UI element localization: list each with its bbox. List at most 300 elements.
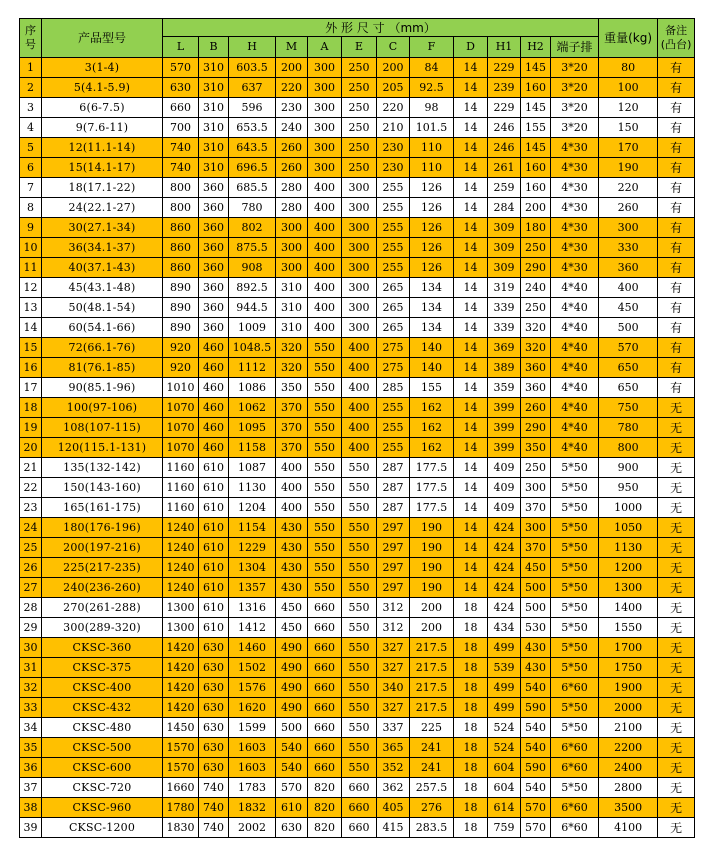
remark-cell: 有 xyxy=(658,198,695,218)
dim-c-cell: 210 xyxy=(377,118,410,138)
dim-e-cell: 300 xyxy=(342,278,377,298)
remark-cell: 有 xyxy=(658,158,695,178)
dim-h-cell: 1009 xyxy=(229,318,276,338)
weight-cell: 570 xyxy=(599,338,658,358)
dim-a-cell: 550 xyxy=(308,518,342,538)
dim-a-cell: 660 xyxy=(308,718,342,738)
row-number-cell: 6 xyxy=(20,158,42,178)
dim-h2-cell: 540 xyxy=(521,738,551,758)
dim-h-cell: 1603 xyxy=(229,758,276,778)
dim-e-cell: 550 xyxy=(342,498,377,518)
dim-c-cell: 287 xyxy=(377,458,410,478)
dim-m-cell: 220 xyxy=(276,78,308,98)
dim-l-cell: 920 xyxy=(163,358,199,378)
dim-e-cell: 400 xyxy=(342,398,377,418)
dim-b-cell: 610 xyxy=(199,578,229,598)
dim-d-cell: 14 xyxy=(454,358,488,378)
row-number-cell: 8 xyxy=(20,198,42,218)
dim-m-cell: 310 xyxy=(276,278,308,298)
row-number-cell: 26 xyxy=(20,558,42,578)
dim-b-cell: 460 xyxy=(199,378,229,398)
dim-h2-cell: 590 xyxy=(521,758,551,778)
weight-cell: 170 xyxy=(599,138,658,158)
dim-e-cell: 550 xyxy=(342,458,377,478)
dim-d-cell: 18 xyxy=(454,718,488,738)
terminal-block-cell: 5*50 xyxy=(551,658,599,678)
row-number-cell: 13 xyxy=(20,298,42,318)
dim-d-cell: 14 xyxy=(454,118,488,138)
product-model-cell: CKSC-1200 xyxy=(42,818,163,838)
dim-f-cell: 190 xyxy=(410,558,454,578)
dim-h-cell: 1112 xyxy=(229,358,276,378)
header-remark-label: 备注(凸台) xyxy=(660,23,692,51)
dim-c-cell: 230 xyxy=(377,138,410,158)
remark-cell: 有 xyxy=(658,58,695,78)
terminal-block-cell: 3*20 xyxy=(551,78,599,98)
terminal-block-cell: 5*50 xyxy=(551,558,599,578)
dim-a-cell: 660 xyxy=(308,638,342,658)
dim-h-cell: 637 xyxy=(229,78,276,98)
dim-e-cell: 300 xyxy=(342,198,377,218)
header-seq-label: 序号 xyxy=(25,23,36,51)
dim-f-cell: 276 xyxy=(410,798,454,818)
dim-h1-cell: 499 xyxy=(488,638,521,658)
dim-h2-cell: 540 xyxy=(521,678,551,698)
dim-h1-cell: 424 xyxy=(488,578,521,598)
dim-m-cell: 260 xyxy=(276,138,308,158)
dim-e-cell: 400 xyxy=(342,438,377,458)
row-number-cell: 9 xyxy=(20,218,42,238)
dim-f-cell: 98 xyxy=(410,98,454,118)
dim-c-cell: 205 xyxy=(377,78,410,98)
dim-b-cell: 610 xyxy=(199,518,229,538)
dim-h2-cell: 370 xyxy=(521,498,551,518)
weight-cell: 650 xyxy=(599,378,658,398)
dim-f-cell: 257.5 xyxy=(410,778,454,798)
product-model-cell: 300(289-320) xyxy=(42,618,163,638)
table-row xyxy=(20,658,695,678)
dim-h1-cell: 524 xyxy=(488,718,521,738)
remark-cell: 有 xyxy=(658,318,695,338)
remark-cell: 有 xyxy=(658,338,695,358)
remark-cell: 无 xyxy=(658,658,695,678)
dim-h2-cell: 430 xyxy=(521,638,551,658)
header-col-f: F xyxy=(410,37,454,58)
dim-h-cell: 875.5 xyxy=(229,238,276,258)
dim-m-cell: 490 xyxy=(276,638,308,658)
product-model-cell: 24(22.1-27) xyxy=(42,198,163,218)
dim-h1-cell: 229 xyxy=(488,98,521,118)
dim-h-cell: 1086 xyxy=(229,378,276,398)
dim-h1-cell: 539 xyxy=(488,658,521,678)
dim-l-cell: 1570 xyxy=(163,758,199,778)
table-row xyxy=(20,678,695,698)
weight-cell: 100 xyxy=(599,78,658,98)
dim-e-cell: 300 xyxy=(342,318,377,338)
dim-h1-cell: 246 xyxy=(488,118,521,138)
dim-h1-cell: 604 xyxy=(488,758,521,778)
row-number-cell: 7 xyxy=(20,178,42,198)
weight-cell: 900 xyxy=(599,458,658,478)
dim-f-cell: 241 xyxy=(410,758,454,778)
terminal-block-cell: 4*40 xyxy=(551,418,599,438)
product-model-cell: 72(66.1-76) xyxy=(42,338,163,358)
table-row xyxy=(20,378,695,398)
dim-m-cell: 630 xyxy=(276,818,308,838)
dim-h-cell: 944.5 xyxy=(229,298,276,318)
product-model-cell: 150(143-160) xyxy=(42,478,163,498)
dim-h2-cell: 250 xyxy=(521,458,551,478)
row-number-cell: 10 xyxy=(20,238,42,258)
dim-d-cell: 18 xyxy=(454,598,488,618)
dim-m-cell: 430 xyxy=(276,518,308,538)
table-row xyxy=(20,778,695,798)
dim-b-cell: 460 xyxy=(199,338,229,358)
dim-d-cell: 14 xyxy=(454,58,488,78)
table-row xyxy=(20,578,695,598)
dim-d-cell: 14 xyxy=(454,378,488,398)
weight-cell: 2800 xyxy=(599,778,658,798)
dim-f-cell: 190 xyxy=(410,538,454,558)
table-row xyxy=(20,178,695,198)
product-model-cell: 15(14.1-17) xyxy=(42,158,163,178)
dim-d-cell: 14 xyxy=(454,478,488,498)
dim-h-cell: 1357 xyxy=(229,578,276,598)
dim-f-cell: 217.5 xyxy=(410,678,454,698)
header-col-m: M xyxy=(276,37,308,58)
weight-cell: 80 xyxy=(599,58,658,78)
header-dims-group: 外 形 尺 寸 （mm） xyxy=(163,19,599,37)
dim-h2-cell: 370 xyxy=(521,538,551,558)
weight-cell: 3500 xyxy=(599,798,658,818)
dim-f-cell: 283.5 xyxy=(410,818,454,838)
dim-h2-cell: 320 xyxy=(521,338,551,358)
table-row xyxy=(20,418,695,438)
dim-c-cell: 362 xyxy=(377,778,410,798)
product-model-cell: 60(54.1-66) xyxy=(42,318,163,338)
table-row xyxy=(20,298,695,318)
dim-e-cell: 550 xyxy=(342,758,377,778)
product-model-cell: 40(37.1-43) xyxy=(42,258,163,278)
dim-a-cell: 550 xyxy=(308,338,342,358)
row-number-cell: 30 xyxy=(20,638,42,658)
dim-a-cell: 660 xyxy=(308,738,342,758)
remark-cell: 有 xyxy=(658,98,695,118)
table-row xyxy=(20,358,695,378)
dim-h-cell: 1783 xyxy=(229,778,276,798)
terminal-block-cell: 5*50 xyxy=(551,458,599,478)
dim-d-cell: 14 xyxy=(454,398,488,418)
dim-h1-cell: 424 xyxy=(488,558,521,578)
dim-e-cell: 400 xyxy=(342,358,377,378)
dim-d-cell: 18 xyxy=(454,778,488,798)
dim-f-cell: 126 xyxy=(410,238,454,258)
dim-h2-cell: 570 xyxy=(521,818,551,838)
row-number-cell: 37 xyxy=(20,778,42,798)
dim-h-cell: 1502 xyxy=(229,658,276,678)
dim-l-cell: 1300 xyxy=(163,618,199,638)
dim-m-cell: 400 xyxy=(276,478,308,498)
product-model-cell: 165(161-175) xyxy=(42,498,163,518)
row-number-cell: 24 xyxy=(20,518,42,538)
terminal-block-cell: 4*40 xyxy=(551,358,599,378)
terminal-block-cell: 4*40 xyxy=(551,398,599,418)
dim-d-cell: 14 xyxy=(454,538,488,558)
dim-l-cell: 740 xyxy=(163,158,199,178)
dim-a-cell: 400 xyxy=(308,278,342,298)
dim-c-cell: 275 xyxy=(377,358,410,378)
dim-b-cell: 740 xyxy=(199,818,229,838)
dim-f-cell: 200 xyxy=(410,598,454,618)
dim-d-cell: 14 xyxy=(454,258,488,278)
product-model-cell: 90(85.1-96) xyxy=(42,378,163,398)
dim-f-cell: 126 xyxy=(410,198,454,218)
weight-cell: 500 xyxy=(599,318,658,338)
dim-d-cell: 14 xyxy=(454,218,488,238)
dim-m-cell: 310 xyxy=(276,318,308,338)
remark-cell: 无 xyxy=(658,618,695,638)
dim-l-cell: 860 xyxy=(163,258,199,278)
dim-h2-cell: 200 xyxy=(521,198,551,218)
dim-d-cell: 14 xyxy=(454,138,488,158)
dim-h2-cell: 180 xyxy=(521,218,551,238)
dim-b-cell: 310 xyxy=(199,58,229,78)
dim-e-cell: 250 xyxy=(342,98,377,118)
remark-cell: 有 xyxy=(658,258,695,278)
table-row xyxy=(20,718,695,738)
table-row xyxy=(20,818,695,838)
dim-m-cell: 400 xyxy=(276,498,308,518)
dim-f-cell: 155 xyxy=(410,378,454,398)
dim-a-cell: 300 xyxy=(308,78,342,98)
dim-e-cell: 300 xyxy=(342,298,377,318)
dim-c-cell: 297 xyxy=(377,558,410,578)
dim-h2-cell: 320 xyxy=(521,318,551,338)
dim-f-cell: 162 xyxy=(410,398,454,418)
dim-h-cell: 2002 xyxy=(229,818,276,838)
dim-d-cell: 14 xyxy=(454,458,488,478)
row-number-cell: 31 xyxy=(20,658,42,678)
terminal-block-cell: 3*20 xyxy=(551,58,599,78)
dim-a-cell: 660 xyxy=(308,598,342,618)
dim-h1-cell: 246 xyxy=(488,138,521,158)
product-model-cell: 240(236-260) xyxy=(42,578,163,598)
dim-e-cell: 550 xyxy=(342,718,377,738)
dim-h-cell: 1576 xyxy=(229,678,276,698)
product-model-cell: 6(6-7.5) xyxy=(42,98,163,118)
dim-d-cell: 14 xyxy=(454,78,488,98)
dim-e-cell: 300 xyxy=(342,178,377,198)
dim-h2-cell: 160 xyxy=(521,158,551,178)
dim-b-cell: 310 xyxy=(199,158,229,178)
dim-c-cell: 275 xyxy=(377,338,410,358)
row-number-cell: 11 xyxy=(20,258,42,278)
dim-c-cell: 287 xyxy=(377,498,410,518)
dim-h2-cell: 260 xyxy=(521,398,551,418)
product-model-cell: CKSC-360 xyxy=(42,638,163,658)
dim-l-cell: 1300 xyxy=(163,598,199,618)
spec-table-container xyxy=(19,18,695,838)
dim-f-cell: 177.5 xyxy=(410,478,454,498)
dim-f-cell: 241 xyxy=(410,738,454,758)
dim-b-cell: 310 xyxy=(199,98,229,118)
dim-h2-cell: 450 xyxy=(521,558,551,578)
dim-h-cell: 1130 xyxy=(229,478,276,498)
dim-c-cell: 255 xyxy=(377,258,410,278)
dim-l-cell: 1240 xyxy=(163,518,199,538)
dim-b-cell: 630 xyxy=(199,638,229,658)
dim-h1-cell: 339 xyxy=(488,318,521,338)
dim-e-cell: 400 xyxy=(342,378,377,398)
dim-h-cell: 1316 xyxy=(229,598,276,618)
dim-b-cell: 460 xyxy=(199,398,229,418)
dim-m-cell: 450 xyxy=(276,598,308,618)
dim-h2-cell: 240 xyxy=(521,278,551,298)
dim-h-cell: 1460 xyxy=(229,638,276,658)
weight-cell: 1200 xyxy=(599,558,658,578)
row-number-cell: 22 xyxy=(20,478,42,498)
weight-cell: 300 xyxy=(599,218,658,238)
dim-h1-cell: 604 xyxy=(488,778,521,798)
table-row xyxy=(20,278,695,298)
dim-h-cell: 696.5 xyxy=(229,158,276,178)
dim-h2-cell: 300 xyxy=(521,518,551,538)
dim-f-cell: 126 xyxy=(410,178,454,198)
dim-f-cell: 190 xyxy=(410,578,454,598)
dim-c-cell: 297 xyxy=(377,518,410,538)
header-col-b: B xyxy=(199,37,229,58)
dim-m-cell: 370 xyxy=(276,398,308,418)
dim-h-cell: 1062 xyxy=(229,398,276,418)
weight-cell: 150 xyxy=(599,118,658,138)
dim-e-cell: 550 xyxy=(342,578,377,598)
dim-a-cell: 550 xyxy=(308,378,342,398)
weight-cell: 1550 xyxy=(599,618,658,638)
dim-h-cell: 653.5 xyxy=(229,118,276,138)
dim-e-cell: 550 xyxy=(342,698,377,718)
dim-l-cell: 740 xyxy=(163,138,199,158)
dim-c-cell: 255 xyxy=(377,198,410,218)
transformer-spec-table xyxy=(19,18,695,838)
dim-a-cell: 550 xyxy=(308,358,342,378)
dim-c-cell: 327 xyxy=(377,698,410,718)
dim-h-cell: 1599 xyxy=(229,718,276,738)
remark-cell: 有 xyxy=(658,218,695,238)
dim-m-cell: 320 xyxy=(276,358,308,378)
dim-l-cell: 1070 xyxy=(163,418,199,438)
dim-a-cell: 550 xyxy=(308,398,342,418)
terminal-block-cell: 6*60 xyxy=(551,738,599,758)
dim-m-cell: 500 xyxy=(276,718,308,738)
dim-m-cell: 490 xyxy=(276,698,308,718)
row-number-cell: 28 xyxy=(20,598,42,618)
dim-b-cell: 630 xyxy=(199,758,229,778)
dim-h-cell: 1603 xyxy=(229,738,276,758)
terminal-block-cell: 4*30 xyxy=(551,158,599,178)
dim-l-cell: 1780 xyxy=(163,798,199,818)
terminal-block-cell: 5*50 xyxy=(551,638,599,658)
dim-h2-cell: 570 xyxy=(521,798,551,818)
dim-h-cell: 643.5 xyxy=(229,138,276,158)
table-row xyxy=(20,538,695,558)
dim-h1-cell: 359 xyxy=(488,378,521,398)
product-model-cell: 30(27.1-34) xyxy=(42,218,163,238)
dim-c-cell: 255 xyxy=(377,178,410,198)
dim-h-cell: 1412 xyxy=(229,618,276,638)
dim-l-cell: 920 xyxy=(163,338,199,358)
dim-f-cell: 110 xyxy=(410,138,454,158)
dim-l-cell: 800 xyxy=(163,178,199,198)
dim-f-cell: 110 xyxy=(410,158,454,178)
terminal-block-cell: 4*30 xyxy=(551,218,599,238)
dim-a-cell: 660 xyxy=(308,698,342,718)
dim-h2-cell: 360 xyxy=(521,358,551,378)
dim-d-cell: 14 xyxy=(454,98,488,118)
dim-m-cell: 200 xyxy=(276,58,308,78)
dim-h1-cell: 409 xyxy=(488,458,521,478)
table-row xyxy=(20,198,695,218)
row-number-cell: 29 xyxy=(20,618,42,638)
table-row xyxy=(20,218,695,238)
dim-e-cell: 250 xyxy=(342,138,377,158)
dim-b-cell: 460 xyxy=(199,418,229,438)
dim-a-cell: 300 xyxy=(308,98,342,118)
dim-a-cell: 550 xyxy=(308,478,342,498)
row-number-cell: 17 xyxy=(20,378,42,398)
remark-cell: 无 xyxy=(658,498,695,518)
dim-e-cell: 660 xyxy=(342,778,377,798)
weight-cell: 650 xyxy=(599,358,658,378)
terminal-block-cell: 6*60 xyxy=(551,798,599,818)
dim-d-cell: 14 xyxy=(454,318,488,338)
dim-h1-cell: 434 xyxy=(488,618,521,638)
dim-b-cell: 360 xyxy=(199,218,229,238)
dim-a-cell: 400 xyxy=(308,318,342,338)
dim-h-cell: 802 xyxy=(229,218,276,238)
dim-d-cell: 18 xyxy=(454,818,488,838)
dim-e-cell: 550 xyxy=(342,518,377,538)
dim-h2-cell: 500 xyxy=(521,578,551,598)
weight-cell: 780 xyxy=(599,418,658,438)
dim-e-cell: 550 xyxy=(342,558,377,578)
dim-h2-cell: 430 xyxy=(521,658,551,678)
dim-a-cell: 550 xyxy=(308,538,342,558)
weight-cell: 2400 xyxy=(599,758,658,778)
dim-h2-cell: 160 xyxy=(521,78,551,98)
header-seq xyxy=(20,19,42,58)
terminal-block-cell: 4*30 xyxy=(551,258,599,278)
dim-b-cell: 360 xyxy=(199,298,229,318)
product-model-cell: 120(115.1-131) xyxy=(42,438,163,458)
dim-d-cell: 18 xyxy=(454,758,488,778)
weight-cell: 1300 xyxy=(599,578,658,598)
dim-e-cell: 400 xyxy=(342,418,377,438)
product-model-cell: 108(107-115) xyxy=(42,418,163,438)
row-number-cell: 4 xyxy=(20,118,42,138)
terminal-block-cell: 5*50 xyxy=(551,538,599,558)
dim-c-cell: 255 xyxy=(377,438,410,458)
dim-l-cell: 860 xyxy=(163,238,199,258)
terminal-block-cell: 4*30 xyxy=(551,238,599,258)
table-body xyxy=(20,58,695,838)
header-col-d: D xyxy=(454,37,488,58)
dim-b-cell: 310 xyxy=(199,78,229,98)
table-row xyxy=(20,338,695,358)
weight-cell: 2200 xyxy=(599,738,658,758)
table-row xyxy=(20,258,695,278)
table-row xyxy=(20,398,695,418)
dim-d-cell: 18 xyxy=(454,618,488,638)
